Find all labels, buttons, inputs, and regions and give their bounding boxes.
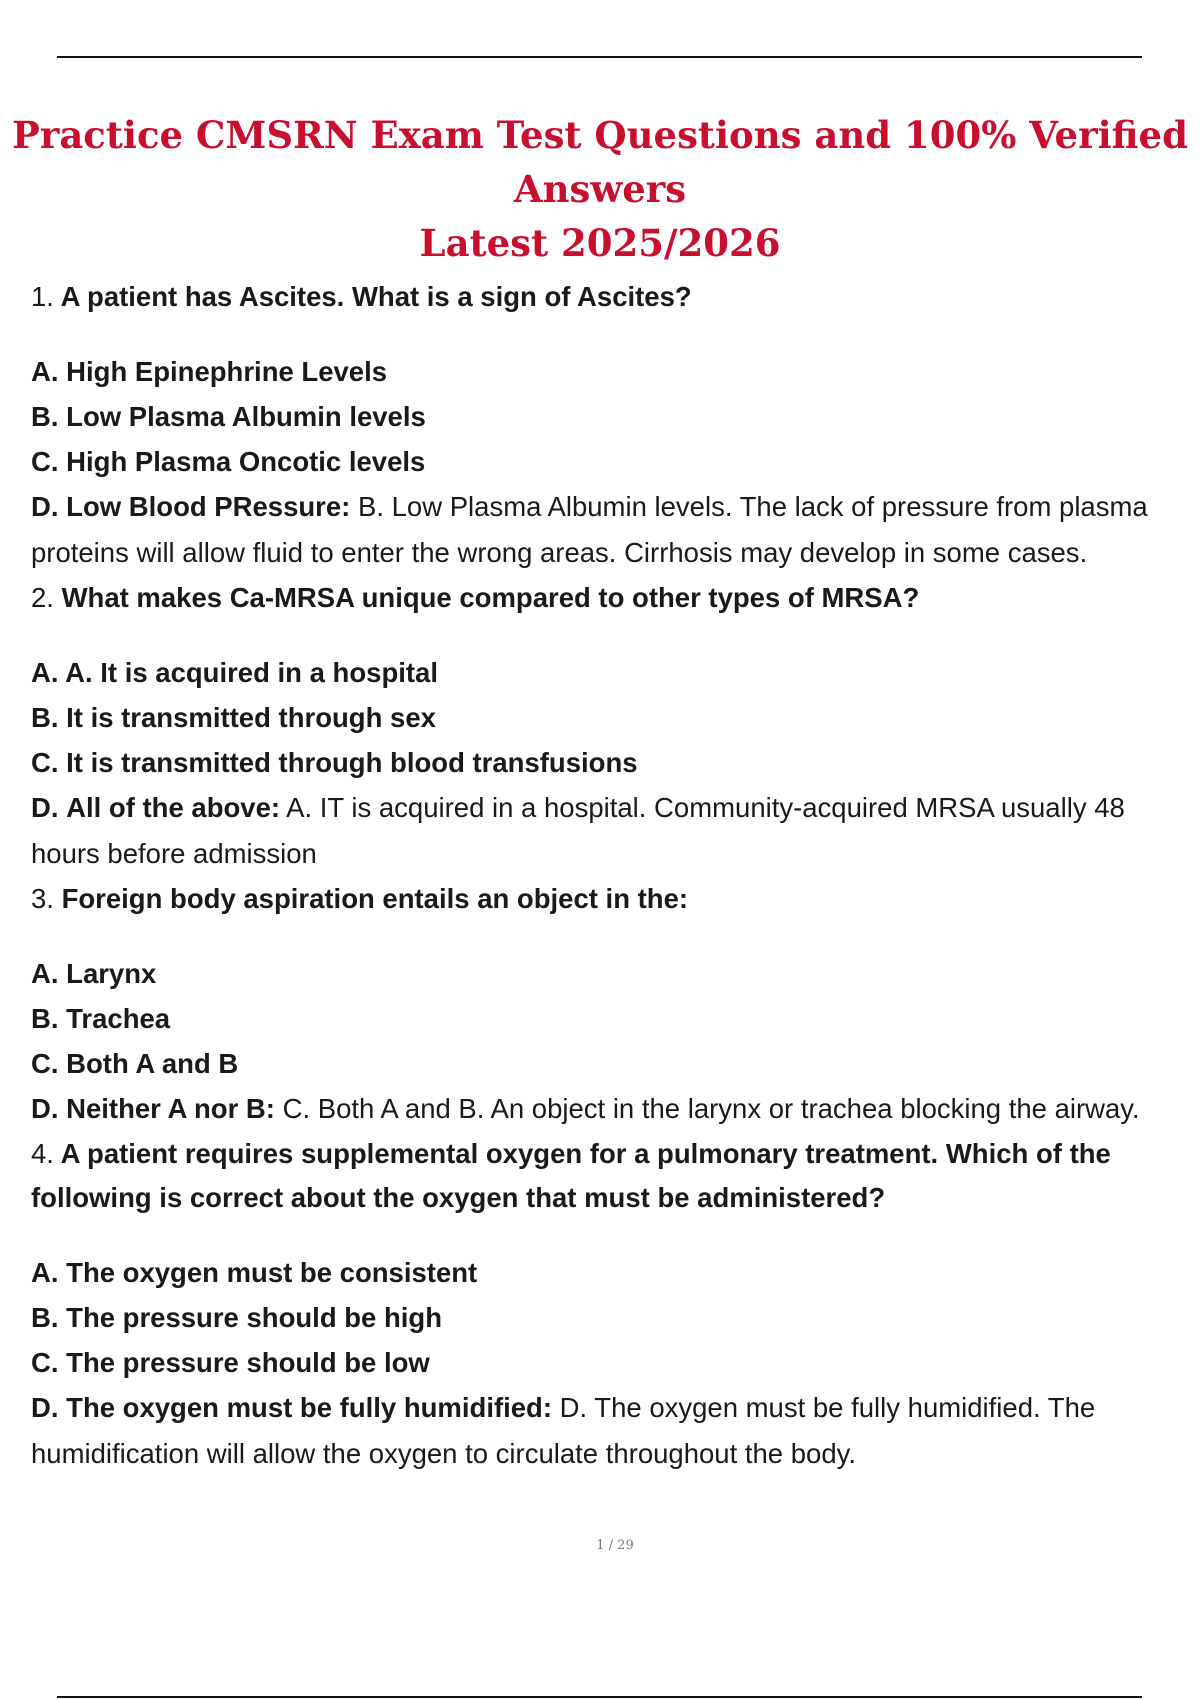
option-text: High Plasma Oncotic levels <box>66 446 426 477</box>
option-b <box>31 996 1161 1041</box>
option-c <box>31 740 1161 785</box>
option-text: The pressure should be high <box>66 1302 443 1333</box>
option-text: Trachea <box>66 1003 171 1034</box>
option-a <box>31 349 1161 394</box>
option-letter: B. <box>31 1003 59 1034</box>
option-text: The pressure should be low <box>66 1347 430 1378</box>
option-text: It is transmitted through sex <box>66 702 436 733</box>
option-letter: B. <box>31 401 59 432</box>
title-line-1: Practice CMSRN Exam Test Questions and 100% Verified Answers <box>12 113 1188 211</box>
question-number: 1. <box>31 281 54 312</box>
page-title <box>0 108 1200 270</box>
option-text: High Epinephrine Levels <box>66 356 388 387</box>
option-text: The oxygen must be fully humidified: <box>66 1392 553 1423</box>
option-c <box>31 439 1161 484</box>
option-b <box>31 695 1161 740</box>
question-1 <box>31 275 1161 319</box>
option-b <box>31 394 1161 439</box>
option-letter: D. <box>31 1093 59 1124</box>
option-letter: D. <box>31 792 59 823</box>
option-letter: A. <box>31 1257 59 1288</box>
option-text: Both A and B <box>66 1048 239 1079</box>
option-text: Larynx <box>66 958 157 989</box>
question-number: 2. <box>31 582 54 613</box>
option-letter: A. <box>31 356 59 387</box>
option-d-with-answer <box>31 1086 1161 1132</box>
option-letter: C. <box>31 747 59 778</box>
question-text: A patient has Ascites. What is a sign of Ascites? <box>60 281 692 312</box>
option-letter: C. <box>31 1347 59 1378</box>
option-letter: D. <box>31 1392 59 1423</box>
option-a <box>31 1250 1161 1295</box>
option-b <box>31 1295 1161 1340</box>
option-letter: C. <box>31 446 59 477</box>
option-d-with-answer <box>31 785 1161 877</box>
option-text: Low Blood PRessure: <box>66 491 351 522</box>
option-text: Low Plasma Albumin levels <box>66 401 426 432</box>
option-d-with-answer <box>31 1385 1161 1477</box>
answer-explanation: B. Low Plasma Albumin levels. The lack of pressure from plasma proteins will allow fluid to enter the wrong areas. Cirrhosis may develop in some cases. <box>31 491 1148 568</box>
question-number: 3. <box>31 883 54 914</box>
question-4 <box>31 1132 1161 1220</box>
option-letter: C. <box>31 1048 59 1079</box>
question-text: A patient requires supplemental oxygen for a pulmonary treatment. Which of the following is correct about the oxygen that must be administered? <box>31 1138 1111 1213</box>
title-line-2: Latest 2025/2026 <box>419 221 781 265</box>
question-3 <box>31 877 1161 921</box>
page-number: 1 / 29 <box>596 1538 634 1553</box>
option-a <box>31 650 1161 695</box>
question-list <box>31 275 1161 1477</box>
option-text: A. It is acquired in a hospital <box>65 657 438 688</box>
option-letter: B. <box>31 1302 59 1333</box>
bottom-divider <box>57 1696 1142 1698</box>
question-2 <box>31 576 1161 620</box>
option-letter: D. <box>31 491 59 522</box>
option-letter: A. <box>31 657 59 688</box>
option-text: It is transmitted through blood transfusions <box>66 747 638 778</box>
top-divider <box>57 56 1142 58</box>
answer-explanation: C. Both A and B. An object in the larynx or trachea blocking the airway. <box>282 1093 1140 1124</box>
answer-explanation: A. IT is acquired in a hospital. Community-acquired MRSA usually 48 hours before admission <box>31 792 1125 869</box>
option-c <box>31 1340 1161 1385</box>
option-d-with-answer <box>31 484 1161 576</box>
option-text: All of the above: <box>66 792 281 823</box>
option-letter: A. <box>31 958 59 989</box>
option-a <box>31 951 1161 996</box>
option-text: The oxygen must be consistent <box>66 1257 478 1288</box>
question-text: Foreign body aspiration entails an object in the: <box>61 883 689 914</box>
option-text: Neither A nor B: <box>66 1093 275 1124</box>
question-number: 4. <box>31 1138 54 1169</box>
option-c <box>31 1041 1161 1086</box>
answer-explanation: D. The oxygen must be fully humidified. The humidification will allow the oxygen to circulate throughout the body. <box>31 1392 1096 1469</box>
question-text: What makes Ca-MRSA unique compared to other types of MRSA? <box>61 582 920 613</box>
option-letter: B. <box>31 702 59 733</box>
